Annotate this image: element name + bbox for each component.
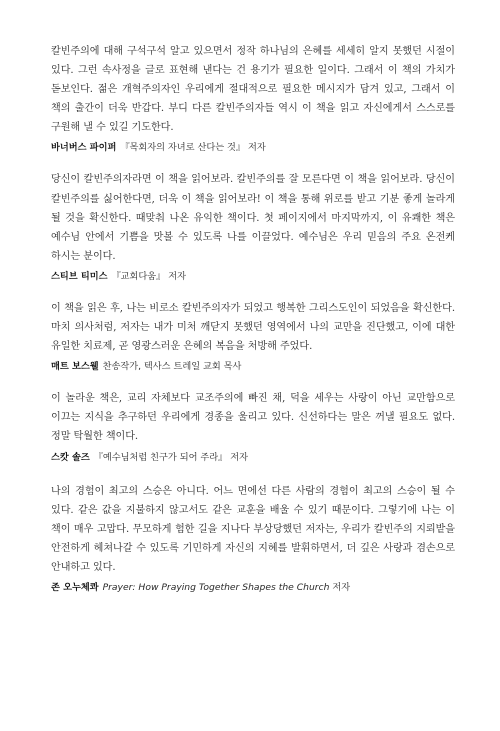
endorsement-attribution (51, 141, 455, 155)
endorsement-sauls (51, 389, 455, 464)
endorsement-attribution (51, 270, 455, 284)
endorsement-boswell (51, 299, 455, 374)
endorsement-book-title: 『예수님처럼 친구가 되어 주라』 (93, 451, 228, 463)
endorsement-timmis (51, 170, 455, 283)
endorsement-book-title: 『교회다움』 (111, 270, 166, 282)
endorsement-role-suffix: 저자 (165, 270, 187, 282)
endorsement-attribution (51, 451, 455, 465)
endorsement-attribution (51, 581, 455, 595)
endorsement-role-suffix: 저자 (329, 581, 351, 593)
endorsement-book-title: Prayer: How Praying Together Shapes the Church (102, 581, 330, 593)
endorsement-role: 찬송작가, 텍사스 트레일 교회 목사 (102, 361, 242, 373)
endorsement-author: 존 오누체콰 (51, 581, 99, 593)
endorsement-role-suffix: 저자 (245, 142, 266, 154)
endorsement-attribution (51, 360, 455, 374)
endorsement-quote: 이 책을 읽은 후, 나는 비로소 칼빈주의자가 되었고 행복한 그리스도인이 되었음을 확신한다. 마치 의사처럼, 저자는 내가 미처 깨닫지 못했던 영역에서 나의 교만을 진단했고, 이에 대한 유일한 치료제, 곧 영광스러운 은혜의 복음을 처방해 주었다. (51, 302, 455, 353)
endorsement-author: 매트 보스웰 (51, 361, 99, 373)
endorsement-role (94, 452, 248, 463)
endorsement-author: 바너버스 파이퍼 (51, 142, 117, 154)
endorsement-author: 스캇 솔즈 (51, 451, 90, 463)
endorsement-quote: 당신이 칼빈주의자라면 이 책을 읽어보라. 칼빈주의를 잘 모른다면 이 책을 읽어보라. 당신이 칼빈주의를 싫어한다면, 더욱 이 책을 읽어보라! 이 책을 통해 위로를 받고 기분 좋게 놀라게 될 것을 확신한다. 때맞춰 나온 유익한 책이다. 첫 페이지에서 마지막까지, 이 유쾌한 책은 예수님 안에서 기쁨을 맛볼 수 있도록 나를 이끌었다. 예수님은 우리 믿음의 주요 온전케 하시는 분이다. (51, 174, 455, 262)
endorsements-section (51, 42, 455, 595)
endorsement-quote: 칼빈주의에 대해 구석구석 알고 있으면서 정작 하나님의 은혜를 세세히 알지 못했던 시절이 있다. 그런 속사정을 글로 표현해 낸다는 건 용기가 필요한 일이다. 그래서 이 책의 가치가 돋보인다. 젊은 개혁주의자인 우리에게 절대적으로 필요한 메시지가 담겨 있고, 그래서 이 책의 출간이 더욱 반갑다. 부디 다른 칼빈주의자들 역시 이 책을 읽고 자신에게서 스스로를 구원해 낼 수 있길 기도한다. (51, 46, 455, 134)
endorsement-role (120, 142, 265, 153)
endorsement-piper (51, 42, 455, 155)
endorsement-quote: 이 놀라운 책은, 교리 자체보다 교조주의에 빠진 채, 덕을 세우는 사랑이 아닌 교만함으로 이끄는 지식을 추구하던 우리에게 경종을 울리고 있다. 신선하다는 말은 꺼낼 필요도 없다. 정말 탁월한 책이다. (51, 393, 455, 443)
endorsement-author: 스티브 티미스 (51, 270, 108, 282)
endorsement-role (103, 582, 351, 593)
endorsement-book-title: 『목회자의 자녀로 산다는 것』 (120, 142, 246, 154)
endorsement-role (111, 271, 186, 282)
endorsement-role-suffix: 저자 (227, 451, 249, 463)
endorsement-quote: 나의 경험이 최고의 스승은 아니다. 어느 면에선 다른 사람의 경험이 최고의 스승이 될 수 있다. 같은 값을 지불하지 않고서도 같은 교훈을 배울 수 있기 때문이다. 그렇기에 나는 이 책이 매우 고맙다. 무모하게 험한 길을 지나다 부상당했던 저자는, 우리가 칼빈주의 지뢰밭을 안전하게 헤쳐나갈 수 있도록 기민하게 자신의 지혜를 발휘하면서, 더 깊은 사랑과 겸손으로 안내하고 있다. (51, 485, 455, 573)
endorsement-onwuchekwa (51, 482, 455, 595)
